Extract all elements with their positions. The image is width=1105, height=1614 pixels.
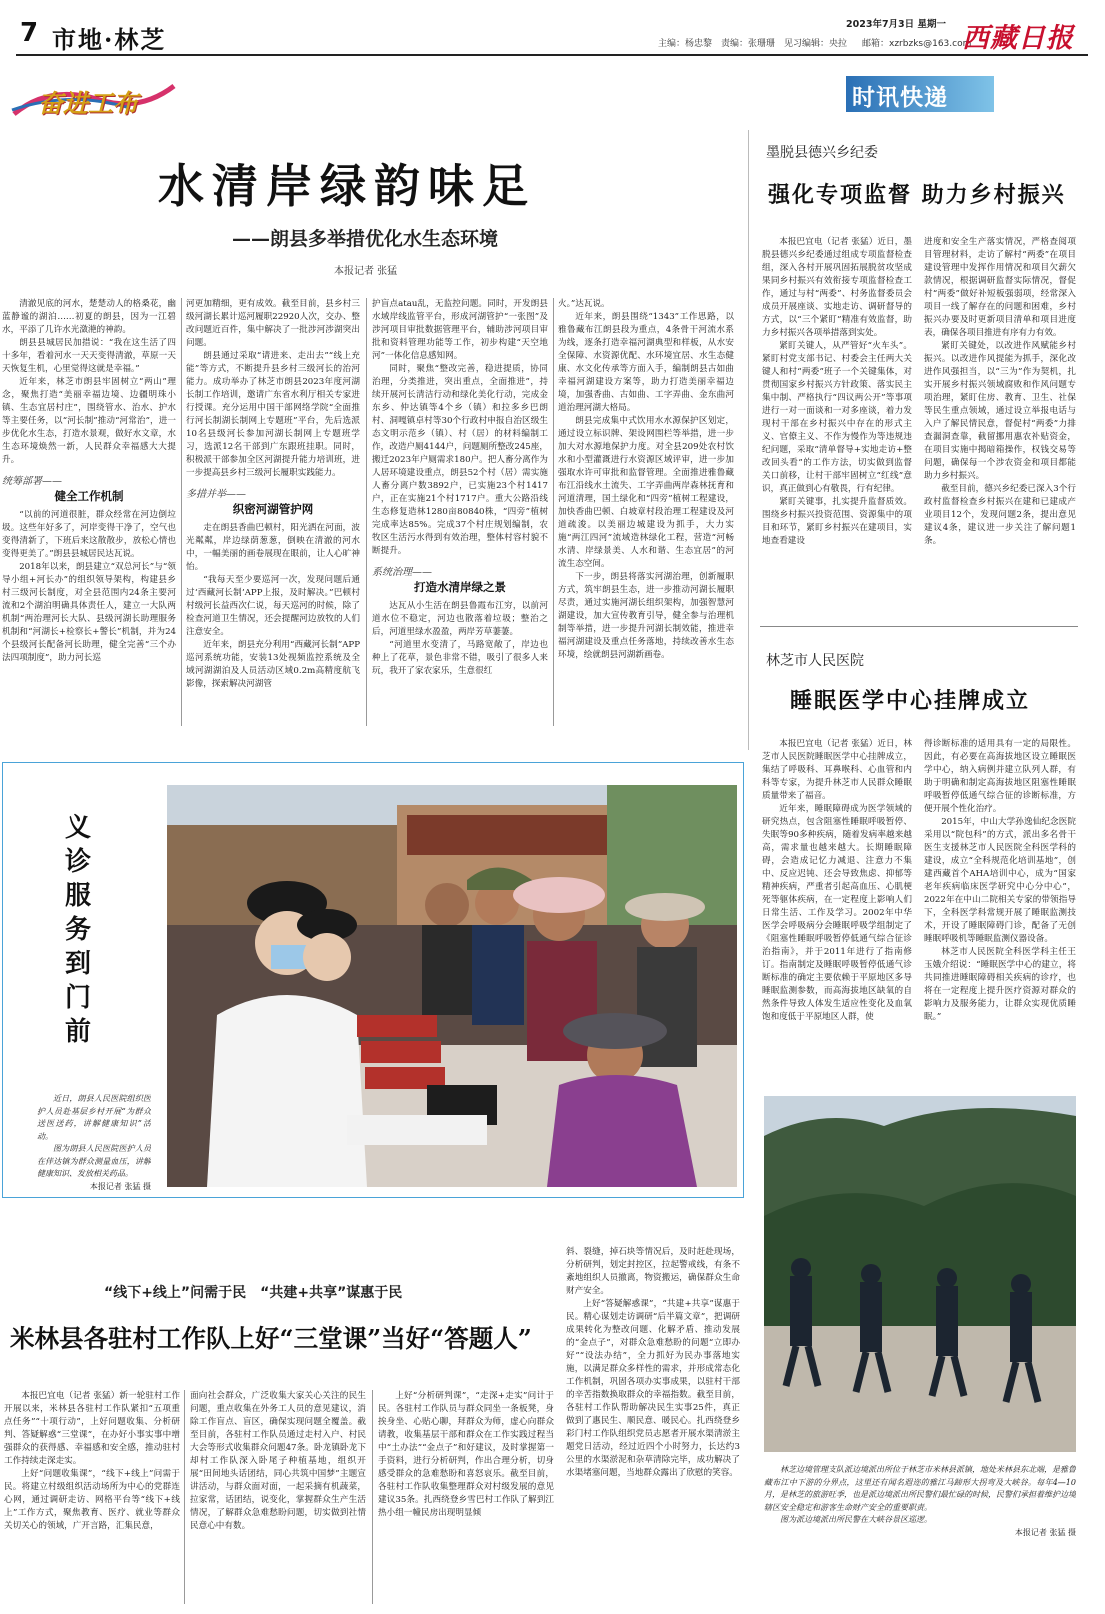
bottom-headline: 米林县各驻村工作队上好“三堂课”当好“答题人” bbox=[10, 1324, 532, 1353]
lead-headline: 水清岸绿韵味足 bbox=[158, 159, 536, 213]
clinic-photo bbox=[167, 785, 737, 1187]
photo-feature-headline: 义诊服务到门前 bbox=[65, 813, 92, 1047]
caption-line: 图为派边境派出所民警在大峡谷景区巡逻。 bbox=[780, 1515, 932, 1524]
editor-credits: 主编：杨忠黎 责编：张珊珊 见习编辑：央拉 bbox=[658, 39, 848, 49]
lead-column-4 bbox=[558, 298, 734, 726]
page-number: 7 bbox=[20, 18, 39, 48]
article-paragraph: 紧盯关键人，从严管好“火车头”。紧盯村党支部书记、村委会主任两大关键人和村“两委”班子一个关键集体，对贯彻国家乡村振兴方针政策、落实民主集中制、严格执行“四议两公开”等事项进行一对一面谈和一对多座谈，着力发现村干部在乡村振兴中存在的形式主义、官僚主义、不作为慢作为等违规违纪问题，采取“清单督导+实地走访+整改回头看”的工作方法，切实做到监督关口前移，让村干部牢固树立“红线”意识，真正做到心有敬畏，行有纪律。 bbox=[762, 341, 912, 494]
lead-paragraph: “以前的河道很脏，群众经常在河边倒垃圾。这些年好多了，河岸变得干净了，空气也变得清新了，下班后来这散散步，放松心情也变得更美了。”朗县县城居民达瓦说。 bbox=[2, 510, 176, 559]
patrol-photo bbox=[764, 1096, 1076, 1452]
lead-paragraph: 河更加精细，更有成效。截至目前，县乡村三级河湖长累计巡河履职22920人次，交办、整改问题近百件，集中解决了一批涉河涉湖突出问题。 bbox=[186, 299, 360, 348]
article-paragraph: 进度和安全生产落实情况，严格查阅项目管理材料，走访了解村“两委”在项目建设管理中发挥作用情况和项目欠薪欠款情况，根据调研监督实际情况，督促村“两委”做好补短板强弱项，经常深入项目一线了解存在的问题和困难，乡村振兴办要及时更新项目清单和项目进度表，确保各项目推进有序有力有效。 bbox=[924, 237, 1076, 338]
clinic-scene-image bbox=[167, 785, 737, 1187]
column-divider bbox=[553, 298, 554, 726]
banner-right-text: 时讯快递 bbox=[852, 85, 948, 111]
column-divider bbox=[366, 298, 367, 726]
lead-column-2 bbox=[186, 298, 360, 726]
section-kicker: 统筹部署—— bbox=[2, 476, 62, 487]
right1-kicker: 墨脱县德兴乡纪委 bbox=[766, 145, 878, 161]
lead-paragraph: 达瓦从小生活在朗县鲁霞布江穷，以前河道水位不稳定，河边也散落着垃圾；整治之后，河道里绿水盈盈，两岸芳草萋萋。 bbox=[372, 601, 548, 637]
lead-paragraph: 朗县通过采取“请进来、走出去”“线上充能”等方式，不断提升县乡村三级河长的治河能力。成功举办了林芝市朗县2023年度河湖长制工作培训，邀请广东省水利厅相关专家进行授课。充分运用中国干部网络学院“全面推行河长制湖长制网上专题班”平台，先后选派10名县级河长参加河湖长制网上专题班学习，选派12名干部到广东跟班挂职。同时，积极派干部参加全区河湖提升能力培训班，进一步提高县乡村三级河长履职实践能力。 bbox=[186, 351, 360, 478]
patrol-photo-caption bbox=[764, 1464, 1076, 1604]
article-paragraph: 上好“问题收集课”，“线下+线上”问需于民。将建立村级组织活动场所为中心的党群连心网，通过调研走访、网格平台等“线下+线上”工作方式，聚焦教育、医疗、就业等群众关切关心的领域，广开言路，汇集民意， bbox=[4, 1469, 180, 1531]
lead-paragraph: “河道里水变清了，马路宽敞了，岸边也种上了花草，景色非常不错，吸引了很多人来玩，我开了家农家乐，生意很红 bbox=[372, 640, 548, 676]
article-paragraph: 紧盯关键处，以改进作风赋能乡村振兴。以改进作风提能为抓手，深化改进作风强担当，以“三为”作为契机，扎实开展乡村振兴领域腐败和作风问题专项治理，紧盯住房、教育、卫生、社保等民生重点领域，通过设立举报电话与入户了解民情民意，督促村“两委”力排查漏洞查靠，截留挪用惠农补贴资金，在项目实施中揭暗箱操作，权钱交易等问题，确保每一个涉农资金和项目都能助力乡村振兴。 bbox=[924, 341, 1076, 481]
photo-credit: 本报记者 张猛 摄 bbox=[1014, 1527, 1076, 1537]
article-paragraph: 紧盯关键事，扎实提升监督质效。围绕乡村振兴投资范围、资源集中的项目和环节，紧盯乡村振兴在建项目，实地查看建设 bbox=[762, 497, 912, 546]
newspaper-masthead: 西藏日报 bbox=[962, 23, 1074, 54]
article-paragraph: 上好“答疑解惑课”，“共建+共享”谋惠于民。精心谋划走访调研“后半篇文章”，把调研成果转化为整改问题、化解矛盾、推动发展的“金点子”，对群众急难愁盼的问题“立即办好”“设法办结”，全力抓好为民办事落地实施，以满足群众多样性的需求，并形成常态化工作机制，巩固各项办实事成果，以驻村干部的辛苦指数换取群众的幸福指数。截至目前，各驻村工作队帮助解决民生实事25件，真正做到了惠民生、顺民意、暖民心。扎西绕登乡彩门村工作队组织党员志愿者开展水渠清淤主题党日活动，经过近四个小时努力，长达约3公里的水渠淤泥和杂草清除完毕，成功解决了水渠堵塞问题，当地群众露出了欣慰的笑容。 bbox=[566, 1299, 740, 1478]
lead-paragraph: 清澈见底的河水，楚楚动人的格桑花，幽蓝静谧的湖泊……初夏的朗县，因为一江碧水，平添了几许水光潋滟的神韵。 bbox=[2, 299, 176, 335]
email: 邮箱：xzrbzks@163.com bbox=[862, 39, 972, 49]
section-title: 市地·林芝 bbox=[52, 25, 167, 54]
lead-paragraph: 同时，聚焦“整改完善，稳进提质，协同治理，分类推进，突出重点，全面推进”，持续开展河长清洁行动和绿化美化行动，完成金东乡、仲达镇等4个乡（镇）和拉多乡巴朗村、洞嘎镇卓村等30个行政村申报自治区级生态文明示范乡（镇）、村（居）的材料编制工作，改造户厕4144户，问题厕所整改245座，搬迁2023年户厕需求180户。把人畜分离作为人居环境建设重点，朗县52个村（居）需实施人畜分离户数3892户，已实施23个村1417户，正在实施21个村1717户。重大公路沿线生态修复造林1280亩80840株，“四旁”植树完成率达85%。完成37个村庄规划编制，农牧区生活污水得到有效治理，整体村容村貌不断提升。 bbox=[372, 364, 548, 556]
right2-column-b bbox=[924, 738, 1076, 1058]
lead-paragraph: 近年来，朗县围绕“1343”工作思路，以雅鲁藏布江朗县段为重点，4条骨干河流水系为线，逐条打造幸福河湖典型和样板，从水安全保障、水资源优配、水环境宜居、水生态健康、水文化传承等方面入手，编制朗县古如曲幸福河湖建设方案等，助力打造美丽幸福边境，加强香曲、古如曲、工字弄曲、金东曲河道治理河湖大格局。 bbox=[558, 312, 734, 413]
lead-paragraph: “我每天至少要巡河一次，发现问题后通过‘西藏河长制’APP上报，及时解决。”巴顿村村级河长益西次仁说，每天巡河的时候，除了检查河道卫生情况，还会提醒河边放牧的人们注意安全。 bbox=[186, 575, 360, 637]
article-paragraph: 斜、裂缝，掉石块等情况后，及时赶赴现场，分析研判，划定封控区，拉起警戒线，有条不紊地组织人员撤离，物资搬运，确保群众生命财产安全。 bbox=[566, 1247, 740, 1296]
caption-line: 图为朗县人民医院医护人员在伴达镇为群众测量血压，讲解健康知识、发放相关药品。 bbox=[37, 1144, 151, 1178]
lead-column-3 bbox=[372, 298, 548, 726]
lead-byline: 本报记者 张猛 bbox=[334, 266, 398, 277]
bottom-column-3 bbox=[378, 1390, 554, 1604]
photo-credit: 本报记者 张猛 摄 bbox=[89, 1181, 151, 1191]
article-separator bbox=[760, 626, 1078, 627]
article-paragraph: 本报巴宜电（记者 张猛）新一轮驻村工作开展以来，米林县各驻村工作队紧扣“五项重点任务”“十项行动”，上好问题收集、分析研判、答疑解惑“三堂课”，在办好小事实事中增强群众的获得感、幸福感和安全感，推动驻村工作持续走深走实。 bbox=[4, 1391, 180, 1466]
lead-paragraph: 走在朗县香曲巴顿村，阳光洒在河面，波光粼粼，岸边绿荫葱葱，倒映在清澈的河水中，一幅美丽的画卷展现在眼前，让人心旷神怡。 bbox=[186, 523, 360, 572]
photo-caption bbox=[37, 1093, 151, 1193]
right1-column-a bbox=[762, 236, 912, 606]
banner-left-text: 奋进工布 bbox=[38, 89, 139, 118]
lead-paragraph: 朗县县城居民加措说：“我在这生活了四十多年，看着河水一天天变得清澈，草原一天天恢复生机，心里觉得这就是幸福。” bbox=[2, 338, 176, 374]
article-paragraph: 面向社会群众，广泛收集大家关心关注的民生问题，重点收集在外务工人员的意见建议，消除工作盲点、盲区，确保实现问题全覆盖。截至目前，各驻村工作队员通过走村入户、村民大会等形式收集群众问题47条。卧龙镇卧龙下却村工作队深入卧尾子种植基地，组织开展“田间地头话团结，同心共筑中国梦”主题宣讲活动，与群众面对面，一起采摘有机蔬菜，拉家常，话团结，说变化，掌握群众生产生活情况，了解群众急难愁盼问题，切实做到社情民意心中有数。 bbox=[190, 1391, 366, 1531]
bottom-column-4 bbox=[566, 1246, 740, 1604]
article-paragraph: 本报巴宜电（记者 张猛）近日，墨脱县德兴乡纪委通过组成专项监督检查组，深入各村开展巩固拓展脱贫攻坚成果同乡村振兴有效衔接专项监督检查工作，通过与村“两委”、村务监督委员会成员开展座谈、实地走访、调研督导的方式，以“三个紧盯”精准有效监督，助力乡村振兴各项举措落到实处。 bbox=[762, 237, 912, 338]
photo-feature-box bbox=[2, 762, 744, 1198]
page-header bbox=[0, 0, 1105, 62]
article-paragraph: 本报巴宜电（记者 张猛）近日，林芝市人民医院睡眠医学中心挂牌成立，集结了呼吸科、耳鼻喉科、心血管和内科等专家，为提升林芝市人民群众睡眠质量带来了福音。 bbox=[762, 739, 912, 801]
patrol-scene-image bbox=[764, 1096, 1076, 1452]
banner-right bbox=[846, 76, 994, 112]
article-paragraph: 近年来，睡眠障碍成为医学领域的研究热点，包含阻塞性睡眠呼吸暂停、失眠等90多种疾病，随着发病率越来越高，需求量也越来越大。长期睡眠障碍，会造成记忆力减退、注意力不集中、反应迟钝、还会导致焦虑、抑郁等精神疾病，严重者引起高血压、心肌梗死等躯体疾病，在一定程度上影响人们日常生活、工作及学习。2002年中华医学会呼吸病分会睡眠呼吸学组制定了《阻塞性睡眠呼吸暂停低通气综合征诊治指南》，并于2011年进行了指南修订。指南制定及睡眠呼吸暂停低通气诊断标准的确定主要依赖于平原地区多导睡眠监测参数，而高海拔地区缺氧的自然条件导致人体发生适应性变化及血氧饱和度低于平原地区人群，使 bbox=[762, 804, 912, 1022]
right2-kicker: 林芝市人民医院 bbox=[766, 653, 864, 669]
section-subhead: 打造水清岸绿之景 bbox=[414, 580, 506, 594]
lead-paragraph: 下一步，朗县将落实河湖治理，创新履职方式，筑牢朗县生态，进一步推动河湖长履职尽责，通过实施河湖长组织架构，加强智慧河湖建设，加大宣传教育引导，健全参与治理机制等举措，进一步提升河湖长制效能，推进幸福河湖建设及重点任务落地，持续改善水生态环境，绘就朗县河湖新画卷。 bbox=[558, 572, 734, 660]
lead-paragraph: 2018年以来，朗县建立“双总河长”与“领导小组+河长办”的组织领导架构，构建县乡村三级河长制度，对全县范围内24条主要河流和2个湖泊明确具体责任人，建立一大队两机制“两治理河长大队、县级河湖长助理服务机制和“河湖长+检察长+警长”机制，并为24个县级河长配备河长助理，健全完善“三个办法四项制度”，助力河长巡 bbox=[2, 562, 176, 663]
caption-line: 林芝边境管理支队派边境派出所位于林芝市米林县派镇，地处米林县东北端，是雅鲁藏布江中下游的分界点，这里还有闻名遐迩的雅江马蹄形大拐弯及大峡谷。每年4—10月，是林芝的旅游旺季，也是派边境派出所民警们最忙碌的时候，民警们承担着维护边境辖区安全稳定和游客生命财产安全的重要职责。 bbox=[764, 1465, 1076, 1512]
right2-column-a bbox=[762, 738, 912, 1058]
article-paragraph: 得诊断标准的适用具有一定的局限性。因此，有必要在高海拔地区设立睡眠医学中心，纳入病例并建立队列人群，有助于明确和制定高海拔地区阻塞性睡眠呼吸暂停低通气综合征的诊断标准，方便开展个性化治疗。 bbox=[924, 739, 1076, 814]
right1-headline: 强化专项监督 助力乡村振兴 bbox=[768, 182, 1066, 208]
section-subhead: 健全工作机制 bbox=[54, 489, 124, 503]
lead-subtitle: ——朗县多举措优化水生态环境 bbox=[232, 228, 499, 250]
lead-paragraph: 近年来，朗县充分利用“西藏河长制”APP巡河系统功能，安装13处视频监控系统及全域河湖湖泊及人员活动区域0.2m高精度航飞影像，探索解决河湖管 bbox=[186, 640, 360, 689]
issue-date: 2023年7月3日 星期一 bbox=[846, 19, 946, 30]
column-divider bbox=[184, 1390, 185, 1604]
section-divider bbox=[748, 130, 749, 750]
bottom-column-2 bbox=[190, 1390, 366, 1604]
article-paragraph: 林芝市人民医院全科医学科主任王玉娥介绍说：“睡眠医学中心的建立，将共同推进睡眠障碍相关疾病的诊疗，也将在一定程度上提升医疗资源对群众的影响力及服务能力，让群众实现优质睡眠。” bbox=[924, 947, 1076, 1022]
bottom-column-1 bbox=[4, 1390, 180, 1604]
column-divider bbox=[181, 298, 182, 726]
section-subhead: 织密河湖管护网 bbox=[232, 502, 314, 516]
article-paragraph: 截至目前，德兴乡纪委已深入3个行政村监督检查乡村振兴在建和已建成产业项目12个，发现问题2条，提出意见建议4条，建议进一步关注了解问题1条。 bbox=[924, 484, 1076, 546]
lead-paragraph: 护盲点atau乱，无监控问题。同时，开发朗县水域岸线监管平台，形成河湖管护“一张图”及涉河项目审批数据管理平台，辅助涉河项目审批和资料管理功能等工作，初步构建“天空地河”一体化信息感知网。 bbox=[372, 299, 548, 361]
lead-paragraph: 火。”达瓦说。 bbox=[558, 299, 610, 309]
header-rule bbox=[16, 54, 1088, 56]
section-kicker: 系统治理—— bbox=[372, 567, 432, 578]
article-paragraph: 上好“分析研判课”，“走深+走实”问计于民。各驻村工作队员与群众同坐一条板凳，身挨身坐、心贴心聊，拜群众为师，虚心向群众请教，收集基层干部和群众在工作实践过程当中“土办法”“金点子”和好建议，及时掌握第一手资料，进行分析研判，作出合理分析，切身感受群众的急难愁盼和喜怒哀乐。截至目前，各驻村工作队收集整理群众对村级发展的意见建议35条。扎西绕登乡雪巴村工作队了解到江热小组一幢民房出现明显倾 bbox=[378, 1391, 554, 1518]
right1-column-b bbox=[924, 236, 1076, 606]
lead-paragraph: 近年来，林芝市朗县牢固树立“两山”理念，聚焦打造“美丽幸福边境、边疆明珠小镇、生态宜居村庄”，围绕管水、治水、护水等主要任务，以“河长制”推动“河常治”，进一步优化水生态，打造水景观，做好水文章，水生态环境焕然一新，人民群众幸福感大大提升。 bbox=[2, 377, 176, 465]
column-divider bbox=[372, 1390, 373, 1604]
bottom-kicker: “线下+线上”问需于民 “共建+共享”谋惠于民 bbox=[104, 1285, 403, 1301]
banner-left bbox=[10, 78, 178, 120]
lead-column-1 bbox=[2, 298, 176, 726]
right2-headline: 睡眠医学中心挂牌成立 bbox=[790, 688, 1031, 714]
caption-line: 近日，朗县人民医院组织医护人员赴基层乡村开展“为群众送医送药，讲解健康知识”活动。 bbox=[37, 1094, 151, 1141]
article-paragraph: 2015年，中山大学孙逸仙纪念医院采用以“院包科”的方式，派出多名骨干医生支援林芝市人民医院全科医学科的建设，成立“全科规范化培训基地”，创建西藏首个AHA培训中心，成为“国家老年疾病临床医学研究中心分中心”，2022年在中山二院相关专家的带领指导下，全科医学科常规开展了睡眠监测技术，开设了睡眠障碍门诊，配备了无创睡眠呼吸机等睡眠监测仪器设备。 bbox=[924, 817, 1076, 944]
lead-paragraph: 朗县完成集中式饮用水水源保护区划定，通过设立标识牌、架设网围栏等举措，进一步加大对水源地保护力度。对全县209处农村饮水和小型灌溉进行水资源区域评审，进一步加强取水许可审批和监督管理。全面推进雅鲁藏布江沿线水土流失、工字弄曲两岸森林抚育和河道清理，国土绿化和“四旁”植树工程建设，加快香曲巴顿、白坡章村段治理工程建设及河道疏浚。以美丽边城建设为抓手，大力实施“两江四河”流域造林绿化工程，营造“河畅水清、岸绿景美、人水和谐、生态宜居”的河流生态空间。 bbox=[558, 416, 734, 569]
section-kicker: 多措并举—— bbox=[186, 489, 246, 500]
